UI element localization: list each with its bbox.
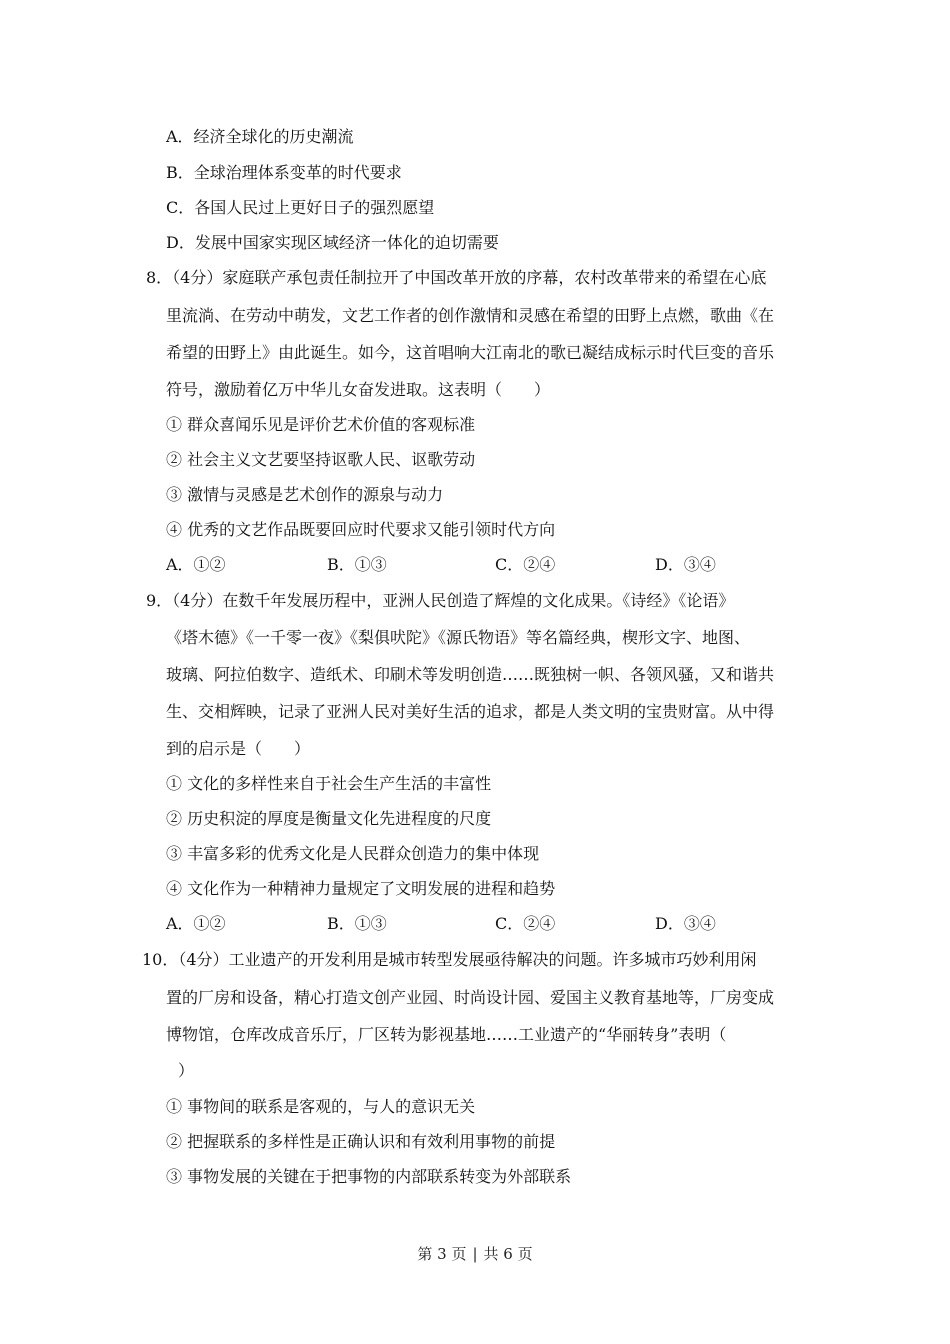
q9-choice-b: B．①③ xyxy=(327,914,387,933)
q9-statement-3: ③ 丰富多彩的优秀文化是人民群众创造力的集中体现 xyxy=(166,844,540,863)
q9-stem-line-4: 生、交相辉映，记录了亚洲人民对美好生活的追求，都是人类文明的宝贵财富。从中得 xyxy=(166,702,775,721)
q10-stem-line-1: 10．（4分）工业遗产的开发利用是城市转型发展亟待解决的问题。许多城市巧妙利用闲 xyxy=(142,950,757,969)
q7-option-c: C．各国人民过上更好日子的强烈愿望 xyxy=(166,198,435,217)
q10-stem-line-3: 博物馆，仓库改成音乐厅，厂区转为影视基地……工业遗产的“华丽转身”表明（ xyxy=(166,1025,727,1044)
q9-statement-2: ② 历史积淀的厚度是衡量文化先进程度的尺度 xyxy=(166,809,492,828)
q8-statement-1: ① 群众喜闻乐见是评价艺术价值的客观标准 xyxy=(166,415,476,434)
q9-choice-a: A．①② xyxy=(166,914,226,933)
q9-statement-4: ④ 文化作为一种精神力量规定了文明发展的进程和趋势 xyxy=(166,879,556,898)
q9-statement-1: ① 文化的多样性来自于社会生产生活的丰富性 xyxy=(166,774,492,793)
q7-option-a: A．经济全球化的历史潮流 xyxy=(166,127,354,146)
q8-stem-line-2: 里流淌、在劳动中萌发，文艺工作者的创作激情和灵感在希望的田野上点燃，歌曲《在 xyxy=(166,306,775,325)
footer-page-number: 第 3 页 xyxy=(417,1245,467,1263)
page-footer xyxy=(0,1244,950,1264)
q9-stem-line-1: 9．（4分）在数千年发展历程中，亚洲人民创造了辉煌的文化成果。《诗经》《论语》 xyxy=(146,591,735,610)
q8-statement-4: ④ 优秀的文艺作品既要回应时代要求又能引领时代方向 xyxy=(166,520,556,539)
q10-statement-3: ③ 事物发展的关键在于把事物的内部联系转变为外部联系 xyxy=(166,1167,572,1186)
footer-separator: | xyxy=(472,1245,478,1263)
q10-statement-1: ① 事物间的联系是客观的，与人的意识无关 xyxy=(166,1097,476,1116)
q8-statement-2: ② 社会主义文艺要坚持讴歌人民、讴歌劳动 xyxy=(166,450,476,469)
q8-choices xyxy=(0,554,950,576)
q7-option-d: D．发展中国家实现区域经济一体化的迫切需要 xyxy=(166,233,499,252)
q10-stem-line-4: ） xyxy=(178,1061,195,1080)
q9-stem-line-3: 玻璃、阿拉伯数字、造纸术、印刷术等发明创造……既独树一帜、各领风骚，又和谐共 xyxy=(166,665,775,684)
q9-choice-c: C．②④ xyxy=(495,914,556,933)
q10-stem-line-2: 置的厂房和设备，精心打造文创产业园、时尚设计园、爱国主义教育基地等，厂房变成 xyxy=(166,988,775,1007)
q10-statement-2: ② 把握联系的多样性是正确认识和有效利用事物的前提 xyxy=(166,1132,556,1151)
q9-choice-d: D．③④ xyxy=(655,914,716,933)
q9-choices xyxy=(0,913,950,935)
q8-choice-d: D．③④ xyxy=(655,555,716,574)
q8-stem-line-1: 8．（4分）家庭联产承包责任制拉开了中国改革开放的序幕，农村改革带来的希望在心底 xyxy=(146,268,767,287)
footer-total-pages: 共 6 页 xyxy=(483,1245,533,1263)
q9-stem-line-5: 到的启示是（ ） xyxy=(166,739,311,758)
q8-statement-3: ③ 激情与灵感是艺术创作的源泉与动力 xyxy=(166,485,444,504)
q9-stem-line-2: 《塔木德》《一千零一夜》《梨俱吠陀》《源氏物语》等名篇经典，楔形文字、地图、 xyxy=(166,628,751,647)
q8-stem-line-3: 希望的田野上》由此诞生。如今，这首唱响大江南北的歌已凝结成标示时代巨变的音乐 xyxy=(166,343,775,362)
q8-choice-c: C．②④ xyxy=(495,555,556,574)
q8-stem-line-4: 符号，激励着亿万中华儿女奋发进取。这表明（ ） xyxy=(166,380,551,399)
q7-option-b: B．全球治理体系变革的时代要求 xyxy=(166,163,402,182)
q8-choice-b: B．①③ xyxy=(327,555,387,574)
q8-choice-a: A．①② xyxy=(166,555,226,574)
